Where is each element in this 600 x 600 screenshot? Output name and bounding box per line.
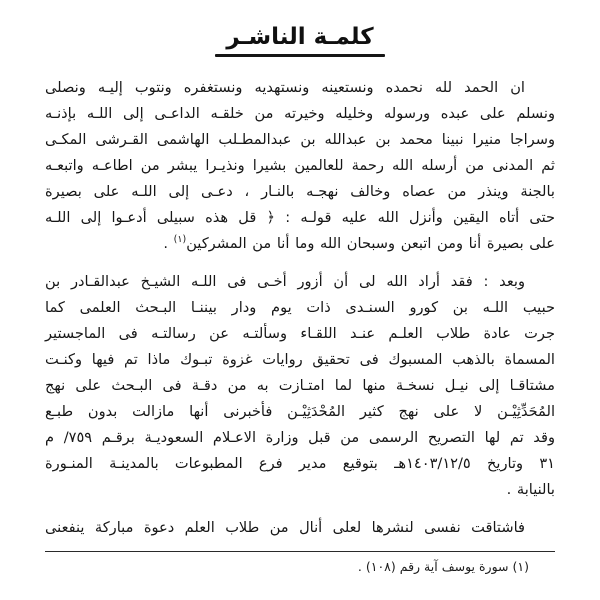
paragraph-basmala-intro xyxy=(45,75,555,257)
title-underline xyxy=(215,54,385,57)
page-title: كلمـة الناشـر xyxy=(226,24,374,50)
body-line: ثم المدنى من أرسله الله رحمة للعالمين بشيرا ونذيـرا يبشر من اطاعـه واتبعـه xyxy=(45,156,555,174)
body-line: المسماة بالذهب المسبوك فى تحقيق روايات غزوة تبـوك ماذا تم فيها وكنـت xyxy=(45,350,555,368)
footnote-separator xyxy=(45,551,555,552)
paragraph-closing xyxy=(45,515,555,541)
body-line: حبيب اللـه بن كورو السنـدى ذات يوم ودار بيننـا البـحث العلمى كما xyxy=(45,298,555,316)
body-line: المُحَدِّثِيْـن لا على نهج كثير المُحْدَثِيْـن فأخبرنى أنها مازالت بدون طبـع xyxy=(45,402,555,420)
body-line: ٣١ وتاريخ ١٤٠٣/١٢/٥هـ بتوقيع مدير فرع المطبوعات بالمدينـة المنـورة xyxy=(45,454,555,472)
body-line: وسراجا منيرا نبينا محمد بن عبدالله بن عبدالمطـلب الهاشمى القـرشى المكـى xyxy=(45,130,555,148)
body-line: بالجنة وينذر من عصاه وخالف نهجـه بالنـار ، دعـى إلى اللـه على بصيرة xyxy=(45,182,555,200)
body-line: حتى أتاه اليقين وأنزل الله عليه قولـه : ﴿ قل هذه سبيلى أدعـوا إلى اللـه xyxy=(45,208,555,226)
page-body xyxy=(45,75,555,541)
line-text: على بصيرة أنا ومن اتبعن وسبحان الله وما أنا من المشركين xyxy=(186,234,555,252)
body-line xyxy=(45,231,555,257)
footnote: (١) سورة يوسف آية رقم (١٠٨) . xyxy=(357,558,529,574)
body-line: وقد تم لها التصريح الرسمى من قبل وزارة الاعـلام السعوديـة برقـم ٧٥٩/ م xyxy=(45,428,555,446)
body-line: بالنيابة . xyxy=(506,480,555,498)
body-line: فاشتاقت نفسى لنشرها لعلى أنال من طلاب العلم دعوة مباركة ينفعنى xyxy=(45,518,525,536)
body-line: جرت عادة طلاب العلـم عنـد اللقـاء وسألتـه عن رسالتـه فى الماجستير xyxy=(45,324,555,342)
body-line: وبعد : فقد أراد الله لى أن أزور أخـى فى اللـه الشيـخ عبدالقـادر بن xyxy=(45,272,525,290)
footnote-area xyxy=(45,551,555,577)
body-line: مشتاقـا إلى نيـل نسخـة منها لما امتـازت به من دقـة فى البـحث على نهج xyxy=(45,376,555,394)
body-line: ان الحمد لله نحمده ونستعينه ونستهديه ونستغفره ونتوب إليـه ونصلى xyxy=(45,78,525,96)
line-text: . xyxy=(163,234,174,252)
footnote-ref-marker: (١) xyxy=(173,233,187,245)
body-line: ونسلم على عبده ورسوله وخليله وخيرته من خلقـه الداعـى إلى اللـه بإذنـه xyxy=(45,104,555,122)
paragraph-story xyxy=(45,269,555,503)
